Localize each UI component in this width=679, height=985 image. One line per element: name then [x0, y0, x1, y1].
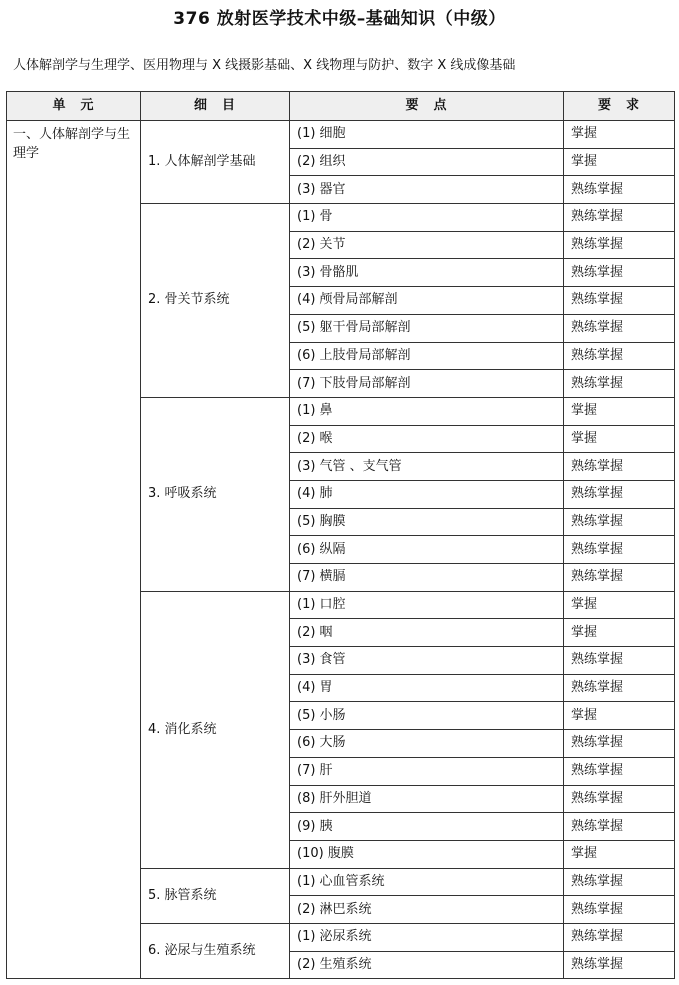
requirement-cell: 熟练掌握	[564, 868, 675, 896]
point-cell: (7) 肝	[290, 757, 564, 785]
point-cell: (4) 颅骨局部解剖	[290, 287, 564, 315]
requirement-cell: 熟练掌握	[564, 508, 675, 536]
requirement-cell: 熟练掌握	[564, 370, 675, 398]
requirement-cell: 熟练掌握	[564, 757, 675, 785]
point-cell: (2) 关节	[290, 231, 564, 259]
requirement-cell: 熟练掌握	[564, 259, 675, 287]
point-cell: (9) 胰	[290, 813, 564, 841]
point-cell: (4) 胃	[290, 674, 564, 702]
header-requirement: 要 求	[564, 92, 675, 121]
point-cell: (10) 腹膜	[290, 840, 564, 868]
point-cell: (2) 淋巴系统	[290, 896, 564, 924]
header-point: 要 点	[290, 92, 564, 121]
requirement-cell: 熟练掌握	[564, 951, 675, 979]
header-topic: 细 目	[141, 92, 290, 121]
requirement-cell: 熟练掌握	[564, 896, 675, 924]
requirement-cell: 熟练掌握	[564, 453, 675, 481]
point-cell: (3) 器官	[290, 176, 564, 204]
point-cell: (6) 上肢骨局部解剖	[290, 342, 564, 370]
point-cell: (7) 下肢骨局部解剖	[290, 370, 564, 398]
point-cell: (4) 肺	[290, 480, 564, 508]
point-cell: (1) 骨	[290, 204, 564, 232]
topic-cell: 5. 脉管系统	[141, 868, 290, 923]
point-cell: (6) 纵隔	[290, 536, 564, 564]
requirement-cell: 掌握	[564, 148, 675, 176]
point-cell: (2) 喉	[290, 425, 564, 453]
document-subtitle: 人体解剖学与生理学、医用物理与 X 线摄影基础、X 线物理与防护、数字 X 线成像基础	[13, 58, 516, 73]
requirement-cell: 熟练掌握	[564, 785, 675, 813]
table-body	[7, 121, 675, 979]
point-cell: (3) 食管	[290, 647, 564, 675]
point-cell: (3) 气管 、支气管	[290, 453, 564, 481]
point-cell: (1) 鼻	[290, 397, 564, 425]
topic-cell: 2. 骨关节系统	[141, 204, 290, 398]
requirement-cell: 掌握	[564, 591, 675, 619]
table-row	[7, 121, 675, 149]
requirement-cell: 熟练掌握	[564, 923, 675, 951]
requirement-cell: 熟练掌握	[564, 342, 675, 370]
requirement-cell: 熟练掌握	[564, 314, 675, 342]
point-cell: (5) 胸膜	[290, 508, 564, 536]
requirement-cell: 熟练掌握	[564, 231, 675, 259]
requirement-cell: 熟练掌握	[564, 480, 675, 508]
point-cell: (1) 口腔	[290, 591, 564, 619]
point-cell: (1) 泌尿系统	[290, 923, 564, 951]
unit-cell: 一、人体解剖学与生理学	[7, 121, 141, 979]
requirement-cell: 熟练掌握	[564, 536, 675, 564]
point-cell: (1) 心血管系统	[290, 868, 564, 896]
point-cell: (8) 肝外胆道	[290, 785, 564, 813]
topic-cell: 1. 人体解剖学基础	[141, 121, 290, 204]
point-cell: (5) 小肠	[290, 702, 564, 730]
table-header-row	[7, 92, 675, 121]
point-cell: (6) 大肠	[290, 730, 564, 758]
point-cell: (5) 躯干骨局部解剖	[290, 314, 564, 342]
requirement-cell: 掌握	[564, 619, 675, 647]
point-cell: (7) 横膈	[290, 564, 564, 592]
requirement-cell: 熟练掌握	[564, 813, 675, 841]
syllabus-table	[6, 91, 675, 979]
point-cell: (2) 组织	[290, 148, 564, 176]
requirement-cell: 掌握	[564, 840, 675, 868]
requirement-cell: 熟练掌握	[564, 564, 675, 592]
requirement-cell: 掌握	[564, 702, 675, 730]
point-cell: (3) 骨骼肌	[290, 259, 564, 287]
point-cell: (2) 生殖系统	[290, 951, 564, 979]
requirement-cell: 熟练掌握	[564, 674, 675, 702]
requirement-cell: 掌握	[564, 121, 675, 149]
document-title: 376 放射医学技术中级–基础知识（中级）	[173, 9, 506, 29]
requirement-cell: 熟练掌握	[564, 204, 675, 232]
requirement-cell: 掌握	[564, 397, 675, 425]
topic-cell: 6. 泌尿与生殖系统	[141, 923, 290, 978]
topic-cell: 4. 消化系统	[141, 591, 290, 868]
point-cell: (2) 咽	[290, 619, 564, 647]
requirement-cell: 熟练掌握	[564, 730, 675, 758]
requirement-cell: 掌握	[564, 425, 675, 453]
header-unit: 单 元	[7, 92, 141, 121]
topic-cell: 3. 呼吸系统	[141, 397, 290, 591]
requirement-cell: 熟练掌握	[564, 647, 675, 675]
point-cell: (1) 细胞	[290, 121, 564, 149]
requirement-cell: 熟练掌握	[564, 287, 675, 315]
requirement-cell: 熟练掌握	[564, 176, 675, 204]
